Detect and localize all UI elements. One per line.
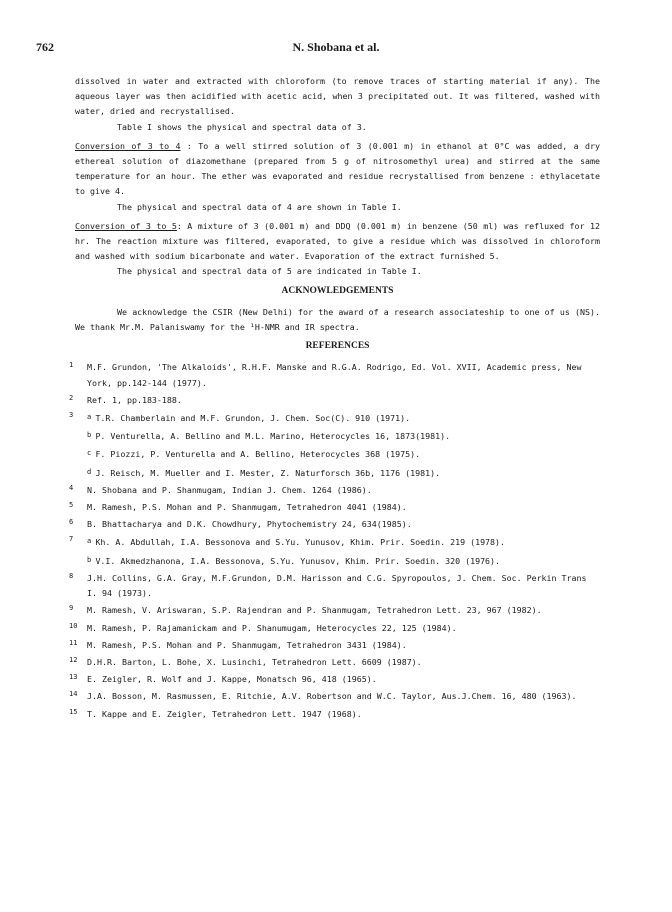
reference-sub-letter: b xyxy=(87,555,96,564)
reference-number: 9 xyxy=(69,604,74,613)
reference-item xyxy=(69,655,600,670)
reference-text: M. Ramesh, P. Rajamanickam and P. Shanumugam, Heterocycles 22, 125 (1984). xyxy=(87,622,457,633)
reference-item xyxy=(69,500,600,515)
reference-text: N. Shobana and P. Shanmugam, Indian J. Chem. 1264 (1986). xyxy=(87,484,372,495)
paragraph-4: The physical and spectral data of 4 are shown in Table I. xyxy=(117,201,402,212)
reference-text: M. Ramesh, P.S. Mohan and P. Shanmugam, Tetrahedron 4041 (1984). xyxy=(87,502,407,513)
reference-text: T. Kappe and E. Zeigler, Tetrahedron Lett. 1947 (1968). xyxy=(87,708,362,719)
article-body xyxy=(69,74,600,724)
reference-item xyxy=(69,410,600,426)
reference-text: P. Venturella, A. Bellino and M.L. Marino, Heterocycles 16, 1873(1981). xyxy=(95,431,451,442)
paragraph-2: Table I shows the physical and spectral data of 3. xyxy=(117,121,367,132)
reference-item xyxy=(75,428,600,444)
reference-sub-letter: a xyxy=(87,413,96,422)
reference-text: Kh. A. Abdullah, I.A. Bessonova and S.Yu. Yunusov, Khim. Prir. Soedin. 219 (1978). xyxy=(95,537,506,548)
acknowledgements-text: We acknowledge the CSIR (New Delhi) for the award of a research associateship to one of us (NS). We thank Mr.M. Palaniswamy for the ¹H-NMR and IR spectra. xyxy=(75,306,600,333)
reference-number: 11 xyxy=(69,638,78,647)
reference-number: 10 xyxy=(69,621,78,630)
paragraph-3-text: : To a well stirred solution of 3 (0.001 m) in ethanol at 0°C was added, a dry ethereal solution of diazomethane (prepared from 5 g of nitrosomethyl urea) and stirred at the same temperature for an hour. The ether was evaporated and residue recrystallised from benzene : ethylacetate to give 4. xyxy=(75,140,600,197)
paragraph-6: The physical and spectral data of 5 are indicated in Table I. xyxy=(117,266,422,277)
reference-item xyxy=(69,393,600,408)
reference-item xyxy=(69,707,600,722)
reference-text: M.F. Grundon, 'The Alkaloids', R.H.F. Manske and R.G.A. Rodrigo, Ed. Vol. XVII, Academic press, New York, pp.142-144 (1977). xyxy=(87,362,582,388)
reference-sub-letter: d xyxy=(87,467,96,476)
reference-item xyxy=(69,571,600,601)
reference-text: M. Ramesh, V. Ariswaran, S.P. Rajendran and P. Shanmugam, Tetrahedron Lett. 23, 967 (1982). xyxy=(87,605,542,616)
reference-number: 15 xyxy=(69,707,78,716)
reference-text: F. Piozzi, P. Venturella and A. Bellino, Heterocycles 368 (1975). xyxy=(95,449,421,460)
reference-item xyxy=(75,465,600,481)
acknowledgements-heading: ACKNOWLEDGEMENTS xyxy=(281,285,394,296)
section-heading-3-to-5: Conversion of 3 to 5 xyxy=(75,220,177,231)
reference-item xyxy=(69,603,600,618)
reference-number: 4 xyxy=(69,483,74,492)
reference-text: B. Bhattacharya and D.K. Chowdhury, Phytochemistry 24, 634(1985). xyxy=(87,519,412,530)
references-list xyxy=(69,360,600,721)
section-heading-3-to-4: Conversion of 3 to 4 xyxy=(75,140,181,151)
reference-item xyxy=(69,534,600,550)
page-number: 762 xyxy=(36,40,54,54)
reference-number: 8 xyxy=(69,571,74,580)
reference-item xyxy=(75,553,600,569)
reference-number: 5 xyxy=(69,501,74,510)
reference-number: 3 xyxy=(69,411,74,420)
reference-text: M. Ramesh, P.S. Mohan and P. Shanmugam, Tetrahedron 3431 (1984). xyxy=(87,639,407,650)
paragraph-5 xyxy=(75,219,600,265)
reference-text: T.R. Chamberlain and M.F. Grundon, J. Chem. Soc(C). 910 (1971). xyxy=(95,413,411,424)
reference-item xyxy=(69,638,600,653)
reference-text: D.H.R. Barton, L. Bohe, X. Lusinchi, Tetrahedron Lett. 6609 (1987). xyxy=(87,656,422,667)
reference-item xyxy=(75,446,600,462)
reference-text: E. Zeigler, R. Wolf and J. Kappe, Monatsch 96, 418 (1965). xyxy=(87,674,377,685)
reference-number: 7 xyxy=(69,535,74,544)
running-header-authors: N. Shobana et al. xyxy=(292,40,380,54)
reference-number: 1 xyxy=(69,361,74,370)
reference-text: J.H. Collins, G.A. Gray, M.F.Grundon, D.M. Harisson and C.G. Spyropoulos, J. Chem. Soc. Perkin Trans I. 94 (1973). xyxy=(87,572,587,599)
reference-item xyxy=(69,672,600,687)
reference-item xyxy=(69,360,600,390)
paragraph-1: dissolved in water and extracted with chloroform (to remove traces of starting material if any). The aqueous layer was then acidified with acetic acid, when 3 precipitated out. It was filtered, washed with water, dried and recrystallised. xyxy=(75,76,600,117)
reference-item xyxy=(69,517,600,532)
reference-text: J. Reisch, M. Mueller and I. Mester, Z. Naturforsch 36b, 1176 (1981). xyxy=(95,467,441,478)
reference-number: 14 xyxy=(69,690,78,699)
reference-number: 12 xyxy=(69,655,78,664)
reference-number: 2 xyxy=(69,393,74,402)
reference-sub-letter: a xyxy=(87,537,96,546)
reference-number: 13 xyxy=(69,673,78,682)
reference-item xyxy=(69,483,600,498)
reference-item xyxy=(69,621,600,636)
reference-sub-letter: b xyxy=(87,431,96,440)
references-heading: REFERENCES xyxy=(305,341,370,352)
reference-text: V.I. Akmedzhanona, I.A. Bessonova, S.Yu. Yunusov, Khim. Prir. Soedin. 320 (1976). xyxy=(95,555,501,566)
reference-number: 6 xyxy=(69,518,74,527)
reference-sub-letter: c xyxy=(87,449,96,458)
paragraph-3 xyxy=(75,139,600,200)
paragraph-5-text: : A mixture of 3 (0.001 m) and DDQ (0.001 m) in benzene (50 ml) was refluxed for 12 hr. The reaction mixture was filtered, evaporated, to give a residue which was dissolved in chloroform and washed with sodium bicarbonate and water. Evaporation of the extract furnished 5. xyxy=(75,220,600,262)
reference-text: Ref. 1, pp.183-188. xyxy=(87,394,182,405)
reference-item xyxy=(69,689,600,704)
reference-text: J.A. Bosson, M. Rasmussen, E. Ritchie, A.V. Robertson and W.C. Taylor, Aus.J.Chem. 16, 480 (1963). xyxy=(87,691,577,702)
